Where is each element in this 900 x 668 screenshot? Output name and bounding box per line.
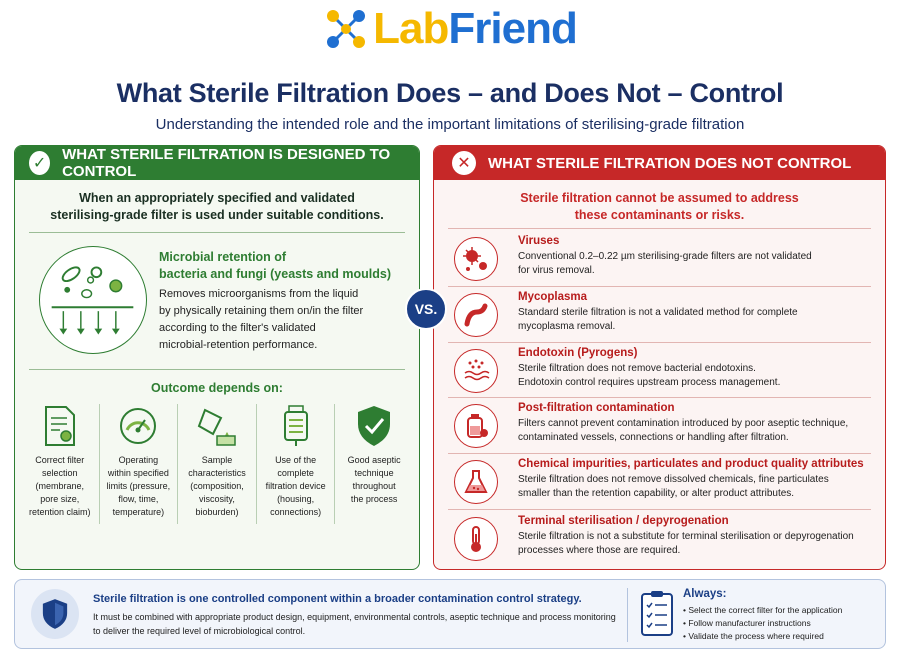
- risk-description: [518, 362, 871, 390]
- limitations-panel: [433, 145, 886, 570]
- retention-title-line: bacteria and fungi (yeasts and moulds): [159, 267, 391, 281]
- risk-desc-line: Standard sterile filtration is not a validated method for complete: [518, 307, 798, 318]
- risk-title: Mycoplasma: [518, 291, 588, 303]
- always-title: Always:: [683, 588, 727, 600]
- factor-item: [178, 404, 257, 524]
- controls-panel-header: [15, 146, 419, 180]
- clipboard-checklist-icon: [639, 589, 675, 637]
- limitations-panel-header: [434, 146, 885, 180]
- factor-label-line: pore size,: [40, 494, 80, 504]
- divider: [448, 228, 871, 229]
- factor-label: [29, 454, 91, 519]
- filter-device-icon: [276, 404, 316, 448]
- retention-desc-line: Removes microorganisms from the liquid: [159, 288, 359, 300]
- strategy-footer: [14, 579, 886, 649]
- factor-label-line: viscosity,: [199, 494, 235, 504]
- factor-label-line: temperature): [112, 507, 165, 517]
- outcome-factors: [21, 404, 413, 524]
- certificate-document-icon: [40, 404, 80, 448]
- factor-label-line: within specified: [107, 468, 169, 478]
- risk-desc-line: smaller than the retention capability, or alter product attributes.: [518, 488, 795, 499]
- vs-badge: VS.: [405, 288, 447, 330]
- risk-description: [518, 250, 871, 278]
- retention-desc-line: according to the filter's validated: [159, 322, 316, 334]
- risk-desc-line: mycoplasma removal.: [518, 321, 616, 332]
- footer-desc-line: It must be combined with appropriate product design, equipment, environmental controls, aseptic technique and process monitoring: [93, 612, 616, 622]
- factor-label-line: Good aseptic: [347, 455, 401, 465]
- shield-check-icon: [354, 404, 394, 448]
- factor-label-line: (housing,: [277, 494, 315, 504]
- divider: [29, 369, 405, 370]
- risk-item: [448, 233, 871, 289]
- risk-title: Post-filtration contamination: [518, 402, 675, 414]
- factor-label: [107, 454, 171, 519]
- factor-label-line: bioburden): [195, 507, 239, 517]
- factor-label-line: (composition,: [190, 481, 244, 491]
- risk-item: [448, 289, 871, 345]
- virus-icon: [461, 244, 491, 274]
- divider: [627, 588, 628, 642]
- factor-label-line: technique: [354, 468, 394, 478]
- shield-icon: [31, 589, 79, 639]
- risk-title: Endotoxin (Pyrogens): [518, 347, 638, 359]
- factor-label: [188, 454, 246, 519]
- risk-icon-wrap: [454, 460, 498, 504]
- factor-label: [348, 454, 401, 506]
- divider: [448, 509, 871, 510]
- factor-label-line: characteristics: [188, 468, 246, 478]
- factor-item: [21, 404, 100, 524]
- factor-item: [257, 404, 336, 524]
- thermometer-icon: [461, 524, 491, 554]
- always-list: [683, 604, 842, 643]
- pressure-gauge-icon: [118, 404, 158, 448]
- controls-intro-line: sterilising-grade filter is used under suitable conditions.: [50, 208, 384, 222]
- check-icon: ✓: [29, 151, 50, 175]
- factor-label-line: (membrane,: [35, 481, 85, 491]
- risk-desc-line: Sterile filtration does not remove dissolved chemicals, fine particulates: [518, 474, 829, 485]
- page-subtitle: Understanding the intended role and the important limitations of sterilising-grade filtration: [155, 116, 745, 133]
- risk-desc-line: processes where those are required.: [518, 545, 681, 556]
- risk-desc-line: contaminated vessels, connections or handling after filtration.: [518, 432, 789, 443]
- risk-title: Terminal sterilisation / depyrogenation: [518, 515, 729, 527]
- factor-label-line: complete: [277, 468, 314, 478]
- factor-label-line: retention claim): [29, 507, 91, 517]
- footer-desc-line: to deliver the required level of microbiological control.: [93, 626, 306, 636]
- risk-desc-line: Conventional 0.2–0.22 µm sterilising-grade filters are not validated: [518, 251, 812, 262]
- retention-description: [159, 286, 409, 354]
- always-item: • Validate the process where required: [683, 630, 842, 643]
- controls-intro-line: When an appropriately specified and validated: [79, 191, 355, 205]
- factor-label-line: Sample: [201, 455, 233, 465]
- risk-desc-line: Filters cannot prevent contamination introduced by poor aseptic technique,: [518, 418, 849, 429]
- molecule-logo-icon: [323, 6, 369, 52]
- factor-label-line: flow, time,: [118, 494, 159, 504]
- divider: [29, 232, 405, 233]
- factor-label-line: selection: [42, 468, 78, 478]
- risk-icon-wrap: [454, 404, 498, 448]
- risk-item: [448, 400, 871, 456]
- endotoxin-icon: [461, 356, 491, 386]
- risk-item: [448, 456, 871, 512]
- logo-lab-text: Lab: [373, 4, 449, 53]
- risk-description: [518, 306, 871, 334]
- factor-label: [266, 454, 326, 519]
- risk-item: [448, 345, 871, 401]
- risk-icon-wrap: [454, 349, 498, 393]
- divider: [448, 342, 871, 343]
- risk-item: [448, 513, 871, 569]
- microbes-filter-icon: [39, 246, 147, 354]
- logo-friend-text: Friend: [448, 4, 577, 53]
- retention-title-line: Microbial retention of: [159, 250, 287, 264]
- factor-label-line: the process: [350, 494, 398, 504]
- risk-title: Chemical impurities, particulates and product quality attributes: [518, 458, 864, 470]
- retention-desc-line: microbial-retention performance.: [159, 339, 318, 351]
- divider: [448, 453, 871, 454]
- factor-label-line: filtration device: [265, 481, 326, 491]
- factor-label-line: Operating: [118, 455, 159, 465]
- divider: [448, 286, 871, 287]
- factor-label-line: limits (pressure,: [106, 481, 171, 491]
- risk-description: [518, 530, 871, 558]
- risk-icon-wrap: [454, 293, 498, 337]
- risk-description: [518, 473, 871, 501]
- risk-title: Viruses: [518, 235, 560, 247]
- retention-title: [159, 249, 391, 283]
- controls-panel-heading: WHAT STERILE FILTRATION IS DESIGNED TO CONTROL: [62, 146, 391, 180]
- footer-headline: Sterile filtration is one controlled component within a broader contamination control strategy.: [93, 593, 582, 605]
- limitations-intro-line: these contaminants or risks.: [574, 208, 745, 222]
- factor-label-line: throughout: [352, 481, 396, 491]
- controls-panel: [14, 145, 420, 570]
- factor-label-line: Correct filter: [35, 455, 85, 465]
- page-title: What Sterile Filtration Does – and Does Not – Control: [116, 78, 784, 108]
- contaminated-bottle-icon: [461, 411, 491, 441]
- footer-description: [93, 610, 623, 638]
- risk-description: [518, 417, 871, 445]
- factor-item: [100, 404, 179, 524]
- labfriend-logo: [0, 4, 900, 54]
- factor-item: [335, 404, 413, 524]
- risk-icon-wrap: [454, 517, 498, 561]
- beaker-drop-icon: [197, 404, 237, 448]
- risk-desc-line: Sterile filtration is not a substitute for terminal sterilisation or depyrogenation: [518, 531, 854, 542]
- divider: [448, 397, 871, 398]
- risk-desc-line: Sterile filtration does not remove bacterial endotoxins.: [518, 363, 756, 374]
- always-item: • Follow manufacturer instructions: [683, 617, 842, 630]
- x-icon: ✕: [452, 151, 476, 175]
- limitations-intro-line: Sterile filtration cannot be assumed to address: [520, 191, 799, 205]
- controls-intro: [15, 190, 419, 224]
- outcome-title: Outcome depends on:: [151, 381, 283, 395]
- mycoplasma-icon: [461, 300, 491, 330]
- factor-label-line: connections): [270, 507, 322, 517]
- factor-label-line: Use of the: [275, 455, 317, 465]
- risk-desc-line: for virus removal.: [518, 265, 595, 276]
- limitations-panel-heading: WHAT STERILE FILTRATION DOES NOT CONTROL: [488, 154, 852, 172]
- flask-icon: [461, 467, 491, 497]
- risk-icon-wrap: [454, 237, 498, 281]
- risk-desc-line: Endotoxin control requires upstream process management.: [518, 377, 781, 388]
- retention-desc-line: by physically retaining them on/in the filter: [159, 305, 364, 317]
- limitations-intro: [434, 190, 885, 224]
- always-item: • Select the correct filter for the application: [683, 604, 842, 617]
